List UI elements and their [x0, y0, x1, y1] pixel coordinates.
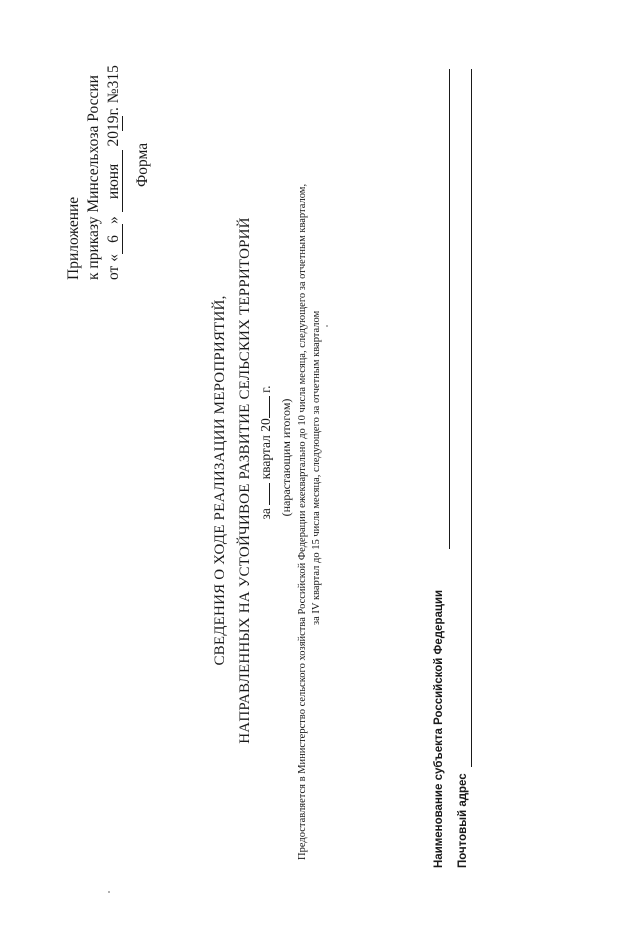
order-number: 315	[105, 65, 122, 89]
subject-label: Наименование субъекта Российской Федерации	[433, 589, 445, 868]
scan-speck	[108, 891, 110, 893]
scan-speck	[326, 325, 328, 327]
date-year-prefix: 20	[105, 131, 122, 147]
date-prefix: от «	[105, 254, 122, 280]
subject-input-line[interactable]	[449, 69, 450, 549]
date-mid: »	[105, 216, 122, 225]
appendix-date	[104, 65, 124, 280]
postal-label: Почтовый адрес	[457, 773, 469, 868]
submission-note-2: за IV квартал до 15 числа месяца, следующего за отчетным кварталом	[311, 310, 322, 625]
form-label: Форма	[134, 142, 151, 187]
appendix-block	[64, 65, 124, 280]
period-suffix: г.	[258, 385, 273, 393]
date-year-suffix: 19	[105, 115, 122, 132]
submission-note-1: Предоставляется в Министерство сельского хозяйства Российской Федерации ежеквартально до 10 числа месяца, следующего за отчетным кварталом,	[297, 183, 308, 860]
period-prefix: за	[258, 508, 273, 520]
period-line	[258, 0, 274, 905]
date-year-unit: г. №	[105, 88, 122, 116]
date-month: июня	[106, 150, 123, 212]
date-day: 6	[106, 224, 123, 254]
quarter-blank[interactable]	[258, 483, 270, 505]
period-quarter: квартал 20	[258, 418, 273, 480]
cumulative-note: (нарастающим итогом)	[279, 398, 293, 517]
postal-input-line[interactable]	[471, 69, 472, 767]
title-line-1: СВЕДЕНИЯ О ХОДЕ РЕАЛИЗАЦИИ МЕРОПРИЯТИЙ,	[212, 295, 228, 666]
year-blank[interactable]	[258, 396, 270, 418]
appendix-order: к приказу Минсельхоза России	[85, 75, 102, 280]
title-line-2: НАПРАВЛЕННЫХ НА УСТОЙЧИВОЕ РАЗВИТИЕ СЕЛЬСКИХ ТЕРРИТОРИЙ	[237, 217, 253, 744]
appendix-title: Приложение	[65, 196, 82, 280]
